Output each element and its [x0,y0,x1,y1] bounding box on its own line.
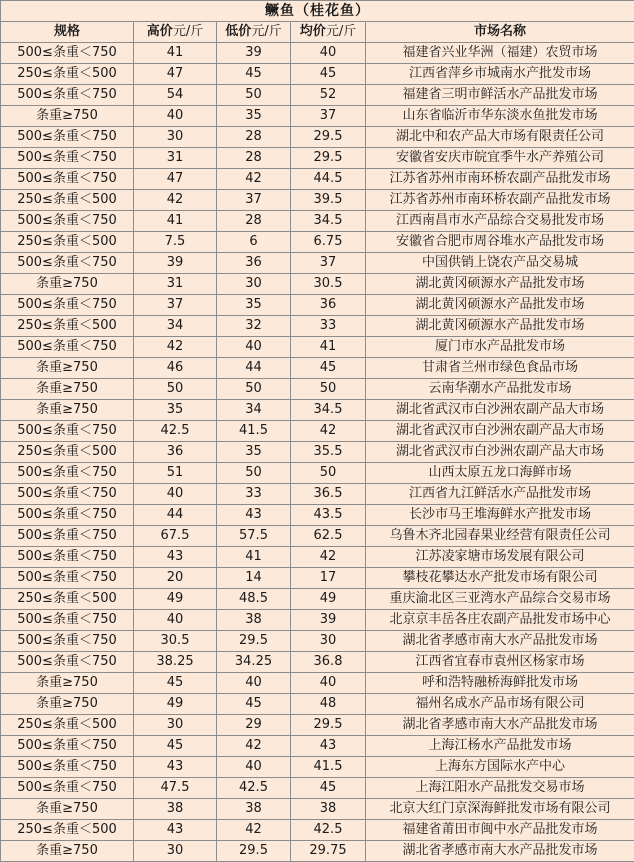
cell-high-price: 30.5 [134,631,217,652]
cell-high-price: 54 [134,85,217,106]
cell-high-price: 46 [134,358,217,379]
cell-avg-price: 29.5 [291,715,366,736]
cell-low-price: 29.5 [217,631,291,652]
cell-spec: 500≤条重＜750 [1,169,134,190]
header-avg-label: 均价 [299,24,326,39]
cell-low-price: 35 [217,106,291,127]
cell-market: 福州名成水产品市场有限公司 [366,694,634,715]
table-row [1,64,634,85]
cell-low-price: 28 [217,148,291,169]
cell-low-price: 43 [217,505,291,526]
cell-high-price: 7.5 [134,232,217,253]
cell-low-price: 41.5 [217,421,291,442]
cell-high-price: 35 [134,400,217,421]
cell-low-price: 33 [217,484,291,505]
cell-avg-price: 35.5 [291,442,366,463]
table-row [1,736,634,757]
table-row [1,505,634,526]
cell-market: 湖北省孝感市南大水产品批发市场 [366,631,634,652]
cell-spec: 500≤条重＜750 [1,610,134,631]
cell-avg-price: 45 [291,358,366,379]
cell-low-price: 14 [217,568,291,589]
table-row [1,568,634,589]
cell-low-price: 50 [217,85,291,106]
cell-high-price: 47 [134,64,217,85]
table-row [1,442,634,463]
cell-avg-price: 45 [291,778,366,799]
cell-avg-price: 33 [291,316,366,337]
cell-market: 上海江阳水产品批发交易市场 [366,778,634,799]
table-row [1,148,634,169]
cell-spec: 250≤条重＜500 [1,64,134,85]
table-row [1,463,634,484]
cell-avg-price: 62.5 [291,526,366,547]
cell-spec: 条重≥750 [1,379,134,400]
cell-high-price: 45 [134,736,217,757]
cell-high-price: 37 [134,295,217,316]
cell-market: 山东省临沂市华东淡水鱼批发市场 [366,106,634,127]
cell-market: 湖北黄冈硕源水产品批发市场 [366,316,634,337]
table-row [1,85,634,106]
cell-high-price: 47.5 [134,778,217,799]
cell-spec: 250≤条重＜500 [1,232,134,253]
cell-avg-price: 36.5 [291,484,366,505]
cell-spec: 条重≥750 [1,274,134,295]
cell-market: 湖北中和农产品大市场有限责任公司 [366,127,634,148]
table-row [1,841,634,862]
table-row [1,295,634,316]
cell-low-price: 44 [217,358,291,379]
cell-high-price: 49 [134,694,217,715]
table-row [1,820,634,841]
cell-spec: 500≤条重＜750 [1,526,134,547]
table-row [1,43,634,64]
cell-spec: 500≤条重＜750 [1,505,134,526]
header-low-unit: 元/斤 [251,24,282,39]
cell-market: 安徽省合肥市周谷堆水产品批发市场 [366,232,634,253]
cell-high-price: 30 [134,841,217,862]
cell-market: 福建省三明市鲜活水产品批发市场 [366,85,634,106]
cell-low-price: 37 [217,190,291,211]
cell-high-price: 34 [134,316,217,337]
header-avg-price [291,22,366,43]
cell-spec: 条重≥750 [1,799,134,820]
cell-spec: 250≤条重＜500 [1,820,134,841]
cell-spec: 500≤条重＜750 [1,43,134,64]
table-row [1,400,634,421]
cell-spec: 250≤条重＜500 [1,715,134,736]
header-high-label: 高价 [146,24,173,39]
cell-high-price: 47 [134,169,217,190]
table-row [1,421,634,442]
cell-high-price: 30 [134,127,217,148]
cell-avg-price: 29.5 [291,148,366,169]
cell-high-price: 31 [134,148,217,169]
cell-market: 山西太原五龙口海鲜市场 [366,463,634,484]
cell-avg-price: 42 [291,547,366,568]
cell-low-price: 50 [217,463,291,484]
cell-avg-price: 30 [291,631,366,652]
cell-spec: 500≤条重＜750 [1,778,134,799]
cell-low-price: 42.5 [217,778,291,799]
cell-market: 江苏省苏州市南环桥农副产品批发市场 [366,190,634,211]
cell-market: 福建省莆田市闽中水产品批发市场 [366,820,634,841]
cell-spec: 500≤条重＜750 [1,463,134,484]
cell-high-price: 42 [134,337,217,358]
cell-avg-price: 36.8 [291,652,366,673]
table-row [1,106,634,127]
cell-market: 上海东方国际水产中心 [366,757,634,778]
cell-high-price: 31 [134,274,217,295]
table-row [1,673,634,694]
table-row [1,547,634,568]
cell-market: 呼和浩特融桥海鲜批发市场 [366,673,634,694]
cell-spec: 500≤条重＜750 [1,757,134,778]
table-row [1,274,634,295]
cell-high-price: 43 [134,547,217,568]
cell-low-price: 34.25 [217,652,291,673]
cell-avg-price: 52 [291,85,366,106]
cell-market: 重庆渝北区三亚湾水产品综合交易市场 [366,589,634,610]
cell-market: 江西南昌市水产品综合交易批发市场 [366,211,634,232]
table-row [1,778,634,799]
cell-avg-price: 45 [291,64,366,85]
cell-high-price: 38.25 [134,652,217,673]
cell-market: 中国供销上饶农产品交易城 [366,253,634,274]
cell-spec: 250≤条重＜500 [1,589,134,610]
cell-low-price: 48.5 [217,589,291,610]
table-row [1,631,634,652]
cell-avg-price: 30.5 [291,274,366,295]
cell-market: 长沙市马王堆海鲜水产批发市场 [366,505,634,526]
cell-high-price: 45 [134,673,217,694]
table-row [1,379,634,400]
cell-avg-price: 17 [291,568,366,589]
cell-high-price: 39 [134,253,217,274]
cell-spec: 500≤条重＜750 [1,211,134,232]
cell-avg-price: 48 [291,694,366,715]
cell-market: 江西省萍乡市城南水产批发市场 [366,64,634,85]
cell-spec: 500≤条重＜750 [1,127,134,148]
table-body [1,43,634,862]
cell-market: 江苏凌家塘市场发展有限公司 [366,547,634,568]
cell-avg-price: 43.5 [291,505,366,526]
header-spec: 规格 [1,22,134,43]
cell-spec: 500≤条重＜750 [1,85,134,106]
cell-market: 北京大红门京深海鲜批发市场有限公司 [366,799,634,820]
cell-low-price: 45 [217,694,291,715]
cell-spec: 500≤条重＜750 [1,253,134,274]
cell-market: 厦门市水产品批发市场 [366,337,634,358]
cell-low-price: 41 [217,547,291,568]
cell-market: 乌鲁木齐北园春果业经营有限责任公司 [366,526,634,547]
cell-low-price: 39 [217,43,291,64]
table-title: 鳜鱼（桂花鱼） [1,1,634,22]
cell-low-price: 28 [217,211,291,232]
cell-high-price: 41 [134,43,217,64]
cell-market: 福建省兴业华洲（福建）农贸市场 [366,43,634,64]
cell-low-price: 34 [217,400,291,421]
cell-avg-price: 49 [291,589,366,610]
cell-low-price: 6 [217,232,291,253]
cell-avg-price: 29.75 [291,841,366,862]
table-row [1,232,634,253]
cell-market: 江苏省苏州市南环桥农副产品批发市场 [366,169,634,190]
table-row [1,169,634,190]
cell-avg-price: 42.5 [291,820,366,841]
cell-avg-price: 50 [291,379,366,400]
cell-high-price: 51 [134,463,217,484]
cell-low-price: 45 [217,64,291,85]
cell-spec: 条重≥750 [1,106,134,127]
table-row [1,211,634,232]
cell-avg-price: 36 [291,295,366,316]
table-row [1,316,634,337]
cell-market: 湖北黄冈硕源水产品批发市场 [366,274,634,295]
cell-high-price: 40 [134,484,217,505]
cell-avg-price: 41.5 [291,757,366,778]
table-row [1,589,634,610]
cell-low-price: 28 [217,127,291,148]
cell-high-price: 43 [134,820,217,841]
table-row [1,799,634,820]
cell-high-price: 67.5 [134,526,217,547]
cell-spec: 500≤条重＜750 [1,148,134,169]
header-high-unit: 元/斤 [172,24,204,39]
cell-spec: 500≤条重＜750 [1,631,134,652]
cell-market: 江西省九江鲜活水产品批发市场 [366,484,634,505]
cell-spec: 条重≥750 [1,694,134,715]
cell-low-price: 38 [217,610,291,631]
cell-low-price: 40 [217,337,291,358]
cell-low-price: 42 [217,169,291,190]
cell-market: 湖北黄冈硕源水产品批发市场 [366,295,634,316]
cell-market: 云南华潮水产品批发市场 [366,379,634,400]
header-low-label: 低价 [225,24,252,39]
cell-high-price: 44 [134,505,217,526]
cell-avg-price: 39.5 [291,190,366,211]
header-market: 市场名称 [366,22,634,43]
cell-avg-price: 34.5 [291,400,366,421]
cell-spec: 500≤条重＜750 [1,568,134,589]
cell-market: 湖北省武汉市白沙洲农副产品大市场 [366,421,634,442]
cell-spec: 500≤条重＜750 [1,547,134,568]
cell-low-price: 32 [217,316,291,337]
cell-avg-price: 34.5 [291,211,366,232]
cell-market: 北京京丰岳各庄农副产品批发市场中心 [366,610,634,631]
cell-spec: 500≤条重＜750 [1,736,134,757]
cell-spec: 500≤条重＜750 [1,484,134,505]
cell-avg-price: 41 [291,337,366,358]
cell-market: 湖北省武汉市白沙洲农副产品大市场 [366,442,634,463]
cell-high-price: 40 [134,610,217,631]
cell-spec: 500≤条重＜750 [1,652,134,673]
cell-avg-price: 38 [291,799,366,820]
cell-spec: 250≤条重＜500 [1,442,134,463]
table-row [1,610,634,631]
header-high-price [134,22,217,43]
cell-market: 湖北省孝感市南大水产品批发市场 [366,715,634,736]
cell-spec: 500≤条重＜750 [1,421,134,442]
cell-avg-price: 40 [291,673,366,694]
cell-low-price: 35 [217,295,291,316]
cell-low-price: 29 [217,715,291,736]
header-row [1,22,634,43]
cell-spec: 250≤条重＜500 [1,190,134,211]
cell-high-price: 49 [134,589,217,610]
cell-market: 甘肃省兰州市绿色食品市场 [366,358,634,379]
cell-market: 湖北省武汉市白沙洲农副产品大市场 [366,400,634,421]
cell-low-price: 57.5 [217,526,291,547]
cell-low-price: 42 [217,736,291,757]
cell-low-price: 29.5 [217,841,291,862]
cell-spec: 条重≥750 [1,358,134,379]
cell-market: 攀枝花攀达水产批发市场有限公司 [366,568,634,589]
cell-market: 安徽省安庆市皖宜季牛水产养殖公司 [366,148,634,169]
cell-market: 上海江杨水产品批发市场 [366,736,634,757]
table-row [1,526,634,547]
cell-high-price: 50 [134,379,217,400]
cell-high-price: 43 [134,757,217,778]
cell-high-price: 42 [134,190,217,211]
cell-spec: 500≤条重＜750 [1,295,134,316]
table-row [1,694,634,715]
cell-avg-price: 37 [291,253,366,274]
cell-high-price: 20 [134,568,217,589]
table-row [1,337,634,358]
cell-avg-price: 50 [291,463,366,484]
cell-spec: 条重≥750 [1,673,134,694]
cell-avg-price: 37 [291,106,366,127]
cell-avg-price: 39 [291,610,366,631]
header-low-price [217,22,291,43]
cell-low-price: 40 [217,757,291,778]
cell-low-price: 30 [217,274,291,295]
cell-high-price: 42.5 [134,421,217,442]
cell-spec: 条重≥750 [1,841,134,862]
title-row [1,1,634,22]
cell-low-price: 38 [217,799,291,820]
cell-high-price: 30 [134,715,217,736]
cell-high-price: 38 [134,799,217,820]
cell-low-price: 40 [217,673,291,694]
table-row [1,715,634,736]
table-row [1,652,634,673]
cell-low-price: 36 [217,253,291,274]
table-row [1,358,634,379]
cell-market: 江西省宜春市袁州区杨家市场 [366,652,634,673]
cell-spec: 250≤条重＜500 [1,316,134,337]
table-row [1,190,634,211]
cell-avg-price: 42 [291,421,366,442]
cell-high-price: 36 [134,442,217,463]
cell-low-price: 42 [217,820,291,841]
cell-avg-price: 6.75 [291,232,366,253]
table-row [1,127,634,148]
table-row [1,757,634,778]
cell-avg-price: 29.5 [291,127,366,148]
cell-low-price: 50 [217,379,291,400]
cell-market: 湖北省孝感市南大水产品批发市场 [366,841,634,862]
cell-avg-price: 43 [291,736,366,757]
cell-spec: 500≤条重＜750 [1,337,134,358]
cell-low-price: 35 [217,442,291,463]
cell-avg-price: 40 [291,43,366,64]
cell-spec: 条重≥750 [1,400,134,421]
header-avg-unit: 元/斤 [325,24,357,39]
cell-avg-price: 44.5 [291,169,366,190]
cell-high-price: 40 [134,106,217,127]
table-row [1,484,634,505]
table-row [1,253,634,274]
cell-high-price: 41 [134,211,217,232]
